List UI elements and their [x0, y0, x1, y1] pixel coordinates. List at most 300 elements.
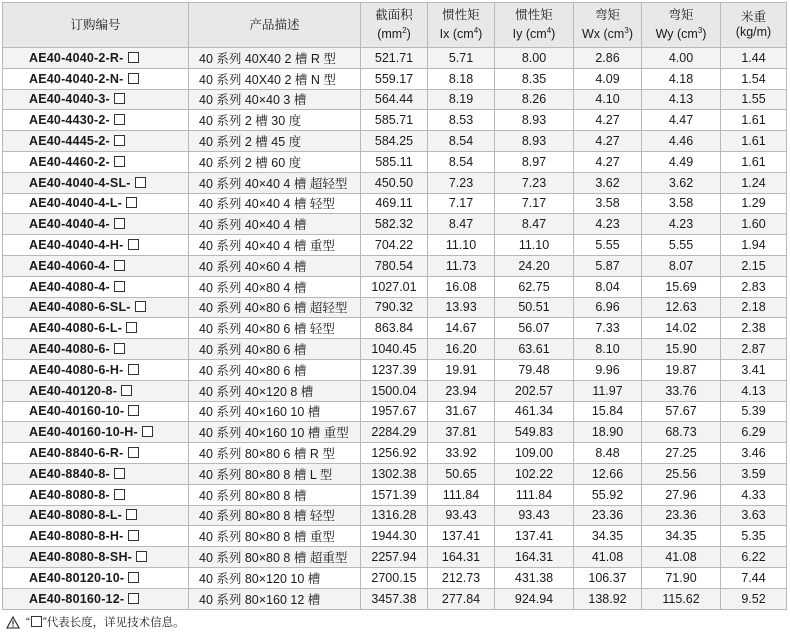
cell-desc: 40 系列 40×40 4 槽 — [189, 214, 361, 235]
cell-wy: 14.02 — [642, 318, 721, 339]
order-code: AE40-8080-8-L- — [29, 508, 123, 523]
cell-desc: 40 系列 80×80 8 槽 L 型 — [189, 463, 361, 484]
warning-triangle-icon — [6, 616, 20, 629]
cell-weight: 2.18 — [721, 297, 787, 318]
cell-area: 2284.29 — [361, 422, 428, 443]
cell-area: 1944.30 — [361, 526, 428, 547]
cell-wy: 4.13 — [642, 89, 721, 110]
cell-weight: 1.54 — [721, 68, 787, 89]
cell-code — [3, 484, 189, 505]
cell-weight: 3.63 — [721, 505, 787, 526]
cell-wy: 33.76 — [642, 380, 721, 401]
cell-weight: 1.29 — [721, 193, 787, 214]
cell-wx: 5.55 — [574, 235, 642, 256]
order-code: AE40-40160-10-H- — [29, 425, 138, 440]
header-wy: 弯矩 Wy $(cm^3)$ — [642, 3, 721, 48]
table-row — [3, 505, 787, 526]
cell-area: 780.54 — [361, 255, 428, 276]
cell-desc: 40 系列 40×60 4 槽 — [189, 255, 361, 276]
cell-wx: 55.92 — [574, 484, 642, 505]
cell-weight: 1.24 — [721, 172, 787, 193]
cell-desc: 40 系列 80×80 8 槽 重型 — [189, 526, 361, 547]
table-row — [3, 48, 787, 69]
cell-weight: 5.35 — [721, 526, 787, 547]
footnote — [6, 614, 185, 630]
cell-wx: 41.08 — [574, 547, 642, 568]
length-placeholder-box — [114, 489, 125, 500]
cell-ix: 7.17 — [428, 193, 495, 214]
order-code: AE40-8080-8-SH- — [29, 550, 133, 565]
cell-ix: 8.53 — [428, 110, 495, 131]
cell-desc: 40 系列 80×80 6 槽 R 型 — [189, 443, 361, 464]
table-row — [3, 172, 787, 193]
cell-iy: 8.47 — [495, 214, 574, 235]
header-order-no: 订购编号 — [3, 3, 189, 48]
cell-area: 521.71 — [361, 48, 428, 69]
cell-code — [3, 588, 189, 609]
cell-ix: 50.65 — [428, 463, 495, 484]
cell-ix: 16.08 — [428, 276, 495, 297]
cell-wy: 4.47 — [642, 110, 721, 131]
table-row — [3, 68, 787, 89]
cell-ix: 31.67 — [428, 401, 495, 422]
table-row — [3, 484, 787, 505]
cell-wx: 18.90 — [574, 422, 642, 443]
cell-area: 2700.15 — [361, 567, 428, 588]
cell-wx: 4.09 — [574, 68, 642, 89]
cell-ix: 93.43 — [428, 505, 495, 526]
cell-desc: 40 系列 80×80 8 槽 轻型 — [189, 505, 361, 526]
length-placeholder-box — [128, 52, 139, 63]
cell-desc: 40 系列 40X40 2 槽 N 型 — [189, 68, 361, 89]
order-code: AE40-4080-6-H- — [29, 362, 124, 377]
cell-iy: 111.84 — [495, 484, 574, 505]
cell-wx: 8.04 — [574, 276, 642, 297]
cell-weight: 2.87 — [721, 339, 787, 360]
order-code: AE40-8080-8- — [29, 487, 110, 502]
cell-code — [3, 172, 189, 193]
cell-iy: 50.51 — [495, 297, 574, 318]
length-placeholder-box — [128, 530, 139, 541]
cell-weight: 2.83 — [721, 276, 787, 297]
cell-ix: 37.81 — [428, 422, 495, 443]
cell-weight: 5.39 — [721, 401, 787, 422]
cell-desc: 40 系列 40×80 6 槽 — [189, 359, 361, 380]
cell-wy: 41.08 — [642, 547, 721, 568]
cell-weight: 1.61 — [721, 110, 787, 131]
order-code: AE40-8080-8-H- — [29, 529, 124, 544]
cell-ix: 11.10 — [428, 235, 495, 256]
table-row — [3, 526, 787, 547]
cell-iy: 8.35 — [495, 68, 574, 89]
cell-wx: 6.96 — [574, 297, 642, 318]
cell-iy: 56.07 — [495, 318, 574, 339]
cell-weight: 1.60 — [721, 214, 787, 235]
length-placeholder-box — [114, 156, 125, 167]
table-row — [3, 193, 787, 214]
cell-area: 1571.39 — [361, 484, 428, 505]
cell-code — [3, 255, 189, 276]
cell-wy: 25.56 — [642, 463, 721, 484]
cell-wy: 27.96 — [642, 484, 721, 505]
cell-area: 582.32 — [361, 214, 428, 235]
length-placeholder-box — [135, 301, 146, 312]
cell-weight: 1.44 — [721, 48, 787, 69]
table-row — [3, 89, 787, 110]
cell-iy: 8.26 — [495, 89, 574, 110]
cell-wy: 4.23 — [642, 214, 721, 235]
cell-wy: 4.18 — [642, 68, 721, 89]
length-placeholder-box — [142, 426, 153, 437]
header-weight: 米重 (kg/m) — [721, 3, 787, 48]
cell-code — [3, 526, 189, 547]
cell-wy: 3.62 — [642, 172, 721, 193]
header-description: 产品描述 — [189, 3, 361, 48]
cell-desc: 40 系列 40×80 6 槽 超轻型 — [189, 297, 361, 318]
cell-desc: 40 系列 40×80 4 槽 — [189, 276, 361, 297]
cell-weight: 3.46 — [721, 443, 787, 464]
cell-wx: 8.48 — [574, 443, 642, 464]
length-placeholder-box — [114, 135, 125, 146]
cell-wy: 19.87 — [642, 359, 721, 380]
order-code: AE40-4040-4-SL- — [29, 175, 131, 190]
cell-wy: 57.67 — [642, 401, 721, 422]
length-placeholder-box — [114, 218, 125, 229]
cell-wx: 23.36 — [574, 505, 642, 526]
cell-iy: 137.41 — [495, 526, 574, 547]
cell-area: 564.44 — [361, 89, 428, 110]
cell-ix: 164.31 — [428, 547, 495, 568]
order-code: AE40-40160-10- — [29, 404, 125, 419]
footnote-text: “ ”代表长度，详见技术信息。 — [26, 617, 185, 629]
cell-area: 585.11 — [361, 151, 428, 172]
cell-code — [3, 276, 189, 297]
cell-wx: 4.27 — [574, 151, 642, 172]
cell-wx: 106.37 — [574, 567, 642, 588]
order-code: AE40-4040-4-H- — [29, 238, 124, 253]
table-row — [3, 110, 787, 131]
cell-wx: 7.33 — [574, 318, 642, 339]
table-row — [3, 422, 787, 443]
cell-area: 863.84 — [361, 318, 428, 339]
order-code: AE40-4040-4-L- — [29, 196, 123, 211]
header-area: 截面积 $(mm^2)$ — [361, 3, 428, 48]
cell-ix: 8.18 — [428, 68, 495, 89]
cell-iy: 79.48 — [495, 359, 574, 380]
cell-wx: 15.84 — [574, 401, 642, 422]
cell-area: 1957.67 — [361, 401, 428, 422]
cell-ix: 212.73 — [428, 567, 495, 588]
cell-area: 1316.28 — [361, 505, 428, 526]
cell-ix: 8.54 — [428, 151, 495, 172]
cell-ix: 5.71 — [428, 48, 495, 69]
cell-wx: 9.96 — [574, 359, 642, 380]
cell-area: 559.17 — [361, 68, 428, 89]
cell-wy: 71.90 — [642, 567, 721, 588]
cell-wy: 23.36 — [642, 505, 721, 526]
cell-desc: 40 系列 40×40 4 槽 轻型 — [189, 193, 361, 214]
table-row — [3, 214, 787, 235]
cell-weight: 1.61 — [721, 151, 787, 172]
length-placeholder-box — [128, 405, 139, 416]
cell-code — [3, 214, 189, 235]
table-row — [3, 235, 787, 256]
cell-ix: 7.23 — [428, 172, 495, 193]
cell-desc: 40 系列 2 槽 45 度 — [189, 131, 361, 152]
cell-wy: 68.73 — [642, 422, 721, 443]
cell-desc: 40 系列 40×160 10 槽 — [189, 401, 361, 422]
order-code: AE40-4080-6- — [29, 342, 110, 357]
cell-iy: 164.31 — [495, 547, 574, 568]
cell-wy: 34.35 — [642, 526, 721, 547]
cell-iy: 431.38 — [495, 567, 574, 588]
cell-ix: 11.73 — [428, 255, 495, 276]
cell-weight: 4.13 — [721, 380, 787, 401]
cell-ix: 16.20 — [428, 339, 495, 360]
cell-iy: 102.22 — [495, 463, 574, 484]
cell-weight: 1.94 — [721, 235, 787, 256]
length-placeholder-box — [31, 616, 42, 627]
cell-wx: 3.62 — [574, 172, 642, 193]
cell-area: 1500.04 — [361, 380, 428, 401]
order-code: AE40-4060-4- — [29, 258, 110, 273]
cell-area: 1302.38 — [361, 463, 428, 484]
cell-area: 584.25 — [361, 131, 428, 152]
cell-weight: 1.55 — [721, 89, 787, 110]
cell-desc: 40 系列 80×80 8 槽 — [189, 484, 361, 505]
cell-code — [3, 151, 189, 172]
length-placeholder-box — [128, 239, 139, 250]
cell-area: 450.50 — [361, 172, 428, 193]
cell-code — [3, 68, 189, 89]
cell-ix: 111.84 — [428, 484, 495, 505]
cell-code — [3, 505, 189, 526]
cell-wy: 3.58 — [642, 193, 721, 214]
length-placeholder-box — [126, 322, 137, 333]
cell-wx: 4.27 — [574, 110, 642, 131]
cell-wx: 12.66 — [574, 463, 642, 484]
cell-iy: 549.83 — [495, 422, 574, 443]
table-row — [3, 131, 787, 152]
cell-code — [3, 318, 189, 339]
cell-code — [3, 567, 189, 588]
cell-wy: 115.62 — [642, 588, 721, 609]
table-row — [3, 588, 787, 609]
cell-wy: 4.00 — [642, 48, 721, 69]
cell-iy: 7.23 — [495, 172, 574, 193]
order-code: AE40-4430-2- — [29, 113, 110, 128]
length-placeholder-box — [114, 114, 125, 125]
cell-ix: 277.84 — [428, 588, 495, 609]
cell-area: 3457.38 — [361, 588, 428, 609]
cell-iy: 7.17 — [495, 193, 574, 214]
cell-wx: 4.10 — [574, 89, 642, 110]
order-code: AE40-4040-2-R- — [29, 50, 124, 65]
length-placeholder-box — [114, 281, 125, 292]
cell-ix: 13.93 — [428, 297, 495, 318]
cell-iy: 109.00 — [495, 443, 574, 464]
order-code: AE40-4040-2-N- — [29, 71, 124, 86]
cell-weight: 1.61 — [721, 131, 787, 152]
cell-code — [3, 89, 189, 110]
cell-wy: 27.25 — [642, 443, 721, 464]
header-ix: 惯性矩 Ix $(cm^4)$ — [428, 3, 495, 48]
table-row — [3, 318, 787, 339]
length-placeholder-box — [135, 177, 146, 188]
table-row — [3, 380, 787, 401]
order-code: AE40-4080-6-L- — [29, 321, 123, 336]
cell-code — [3, 193, 189, 214]
cell-iy: 461.34 — [495, 401, 574, 422]
length-placeholder-box — [128, 447, 139, 458]
cell-wx: 5.87 — [574, 255, 642, 276]
length-placeholder-box — [128, 572, 139, 583]
cell-ix: 14.67 — [428, 318, 495, 339]
cell-desc: 40 系列 40×80 6 槽 轻型 — [189, 318, 361, 339]
order-code: AE40-80120-10- — [29, 570, 125, 585]
cell-code — [3, 443, 189, 464]
cell-area: 585.71 — [361, 110, 428, 131]
cell-desc: 40 系列 40×40 4 槽 超轻型 — [189, 172, 361, 193]
length-placeholder-box — [128, 364, 139, 375]
cell-desc: 40 系列 2 槽 60 度 — [189, 151, 361, 172]
table-row — [3, 297, 787, 318]
cell-weight: 6.29 — [721, 422, 787, 443]
table-row — [3, 547, 787, 568]
cell-desc: 40 系列 2 槽 30 度 — [189, 110, 361, 131]
cell-iy: 93.43 — [495, 505, 574, 526]
cell-iy: 62.75 — [495, 276, 574, 297]
cell-area: 1237.39 — [361, 359, 428, 380]
order-code: AE40-4080-6-SL- — [29, 300, 131, 315]
order-code: AE40-4040-3- — [29, 92, 110, 107]
cell-code — [3, 131, 189, 152]
length-placeholder-box — [126, 509, 137, 520]
cell-weight: 9.52 — [721, 588, 787, 609]
cell-wy: 8.07 — [642, 255, 721, 276]
order-code: AE40-4080-4- — [29, 279, 110, 294]
cell-iy: 8.97 — [495, 151, 574, 172]
header-iy: 惯性矩 Iy $(cm^4)$ — [495, 3, 574, 48]
cell-code — [3, 547, 189, 568]
cell-wy: 12.63 — [642, 297, 721, 318]
table-body — [3, 48, 787, 610]
length-placeholder-box — [136, 551, 147, 562]
table-row — [3, 463, 787, 484]
cell-desc: 40 系列 80×120 10 槽 — [189, 567, 361, 588]
cell-wx: 4.23 — [574, 214, 642, 235]
length-placeholder-box — [114, 260, 125, 271]
cell-area: 1040.45 — [361, 339, 428, 360]
cell-desc: 40 系列 40×40 4 槽 重型 — [189, 235, 361, 256]
order-code: AE40-80160-12- — [29, 591, 125, 606]
order-code: AE40-8840-8- — [29, 466, 110, 481]
cell-iy: 924.94 — [495, 588, 574, 609]
cell-code — [3, 297, 189, 318]
table-header-row — [3, 3, 787, 48]
cell-ix: 8.19 — [428, 89, 495, 110]
table-row — [3, 151, 787, 172]
cell-wy: 15.90 — [642, 339, 721, 360]
cell-ix: 137.41 — [428, 526, 495, 547]
cell-area: 790.32 — [361, 297, 428, 318]
cell-ix: 33.92 — [428, 443, 495, 464]
table-row — [3, 255, 787, 276]
cell-code — [3, 339, 189, 360]
length-placeholder-box — [114, 468, 125, 479]
cell-iy: 11.10 — [495, 235, 574, 256]
length-placeholder-box — [114, 343, 125, 354]
table-row — [3, 359, 787, 380]
cell-code — [3, 380, 189, 401]
cell-code — [3, 463, 189, 484]
order-code: AE40-8840-6-R- — [29, 446, 124, 461]
cell-area: 2257.94 — [361, 547, 428, 568]
cell-ix: 23.94 — [428, 380, 495, 401]
cell-desc: 40 系列 40×160 10 槽 重型 — [189, 422, 361, 443]
cell-iy: 8.93 — [495, 110, 574, 131]
cell-desc: 40 系列 80×80 8 槽 超重型 — [189, 547, 361, 568]
cell-weight: 2.15 — [721, 255, 787, 276]
cell-code — [3, 401, 189, 422]
table-row — [3, 339, 787, 360]
cell-wy: 5.55 — [642, 235, 721, 256]
cell-wy: 4.49 — [642, 151, 721, 172]
cell-desc: 40 系列 80×160 12 槽 — [189, 588, 361, 609]
profile-spec-table — [2, 2, 787, 610]
cell-ix: 8.47 — [428, 214, 495, 235]
cell-wx: 2.86 — [574, 48, 642, 69]
cell-wx: 4.27 — [574, 131, 642, 152]
cell-desc: 40 系列 40X40 2 槽 R 型 — [189, 48, 361, 69]
cell-code — [3, 359, 189, 380]
length-placeholder-box — [121, 385, 132, 396]
cell-desc: 40 系列 40×80 6 槽 — [189, 339, 361, 360]
order-code: AE40-4040-4- — [29, 217, 110, 232]
cell-weight: 3.59 — [721, 463, 787, 484]
cell-wx: 8.10 — [574, 339, 642, 360]
cell-weight: 6.22 — [721, 547, 787, 568]
length-placeholder-box — [126, 197, 137, 208]
cell-wy: 15.69 — [642, 276, 721, 297]
cell-weight: 4.33 — [721, 484, 787, 505]
cell-wx: 3.58 — [574, 193, 642, 214]
cell-code — [3, 48, 189, 69]
order-code: AE40-4460-2- — [29, 154, 110, 169]
cell-ix: 19.91 — [428, 359, 495, 380]
cell-iy: 24.20 — [495, 255, 574, 276]
length-placeholder-box — [114, 93, 125, 104]
cell-wx: 138.92 — [574, 588, 642, 609]
table-row — [3, 401, 787, 422]
cell-iy: 8.00 — [495, 48, 574, 69]
cell-area: 1256.92 — [361, 443, 428, 464]
cell-weight: 2.38 — [721, 318, 787, 339]
cell-code — [3, 422, 189, 443]
cell-weight: 3.41 — [721, 359, 787, 380]
cell-iy: 63.61 — [495, 339, 574, 360]
cell-area: 469.11 — [361, 193, 428, 214]
cell-area: 1027.01 — [361, 276, 428, 297]
cell-wy: 4.46 — [642, 131, 721, 152]
cell-iy: 202.57 — [495, 380, 574, 401]
length-placeholder-box — [128, 593, 139, 604]
cell-weight: 7.44 — [721, 567, 787, 588]
table-row — [3, 276, 787, 297]
cell-code — [3, 235, 189, 256]
cell-wx: 11.97 — [574, 380, 642, 401]
cell-iy: 8.93 — [495, 131, 574, 152]
